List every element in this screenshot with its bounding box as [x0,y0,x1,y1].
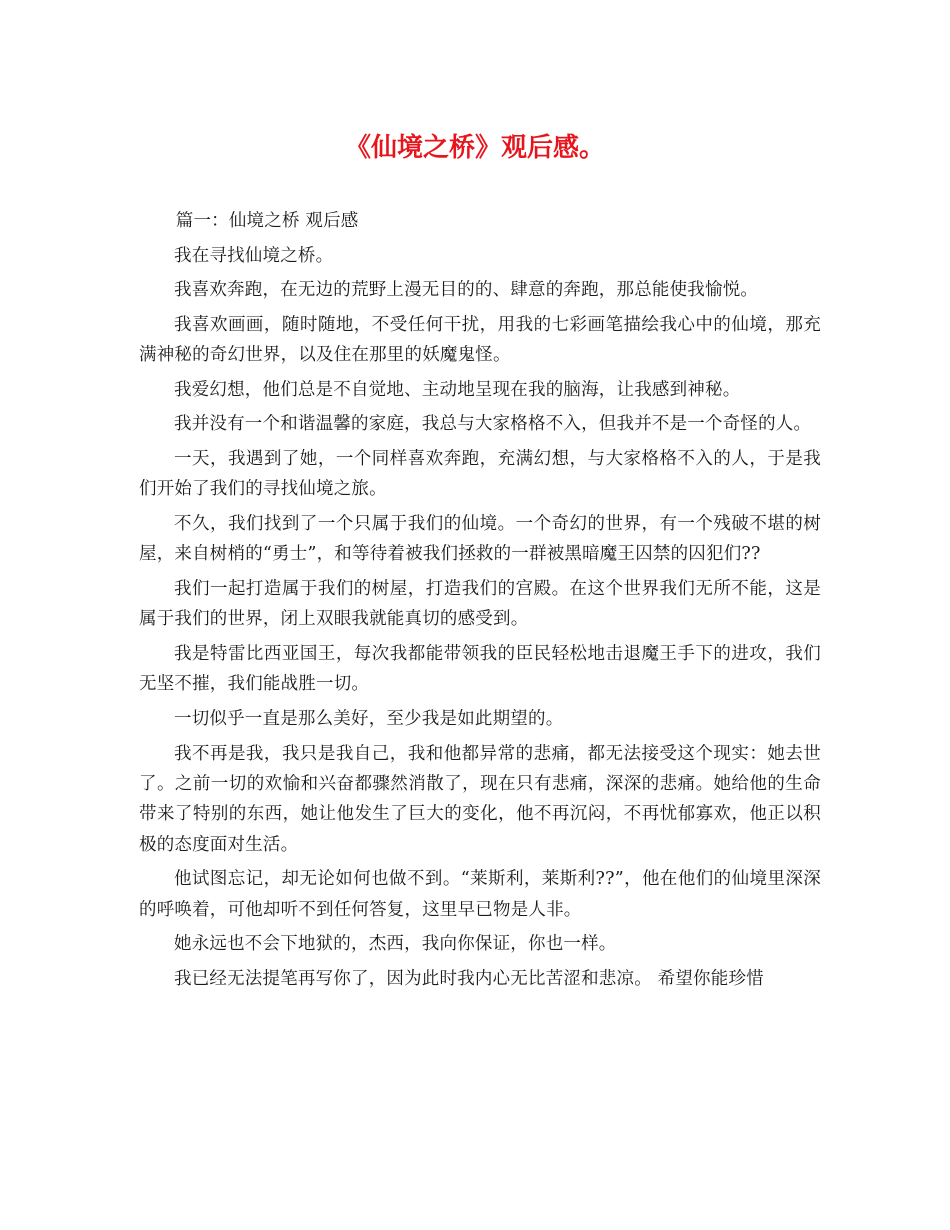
paragraph: 一天，我遇到了她，一个同样喜欢奔跑，充满幻想，与大家格格不入的人，于是我们开始了我们的寻找仙境之旅。 [139,448,821,500]
paragraph: 一切似乎一直是那么美好，至少我是如此期望的。 [174,708,564,729]
paragraph: 他试图忘记，却无论如何也做不到。“莱斯利，莱斯利??”，他在他们的仙境里深深的呼唤着，可他却听不到任何答复，这里早已物是人非。 [139,869,821,920]
paragraph: 我在寻找仙境之桥。 [174,245,334,266]
paragraph: 我们一起打造属于我们的树屋，打造我们的宫殿。在这个世界我们无所不能，这是属于我们的世界，闭上双眼我就能真切的感受到。 [139,578,821,630]
document-body [139,206,821,999]
paragraph: 我爱幻想，他们总是不自觉地、主动地呈现在我的脑海，让我感到神秘。 [174,379,741,400]
paragraph: 我并没有一个和谐温馨的家庭，我总与大家格格不入，但我并不是一个奇怪的人。 [174,414,812,435]
paragraph: 我是特雷比西亚国王，每次我都能带领我的臣民轻松地击退魔王手下的进攻，我们无坚不摧，我们能战胜一切。 [139,643,821,695]
section-heading: 篇一：仙境之桥 观后感 [175,211,359,231]
paragraph: 我喜欢画画，随时随地，不受任何干扰，用我的七彩画笔描绘我心中的仙境，那充满神秘的奇幻世界，以及住在那里的妖魔鬼怪。 [139,314,821,366]
paragraph: 我不再是我，我只是我自己，我和他都异常的悲痛，都无法接受这个现实：她去世了。之前一切的欢愉和兴奋都骤然消散了，现在只有悲痛，深深的悲痛。她给他的生命带来了特别的东西，她让他发生了巨大的变化，他不再沉闷，不再忧郁寡欢，他正以积极的态度面对生活。 [139,743,821,855]
paragraph: 她永远也不会下地狱的，杰西，我向你保证，你也一样。 [174,934,617,955]
paragraph: 不久，我们找到了一个只属于我们的仙境。一个奇幻的世界，有一个残破不堪的树屋，来自树梢的“勇士”，和等待着被我们拯救的一群被黑暗魔王囚禁的囚犯们?? [139,513,821,565]
document-title: 《仙境之桥》观后感。 [344,133,605,163]
paragraph: 我已经无法提笔再写你了，因为此时我内心无比苦涩和悲凉。 希望你能珍惜 [174,968,764,989]
paragraph: 我喜欢奔跑，在无边的荒野上漫无目的的、肆意的奔跑，那总能使我愉悦。 [174,280,759,301]
